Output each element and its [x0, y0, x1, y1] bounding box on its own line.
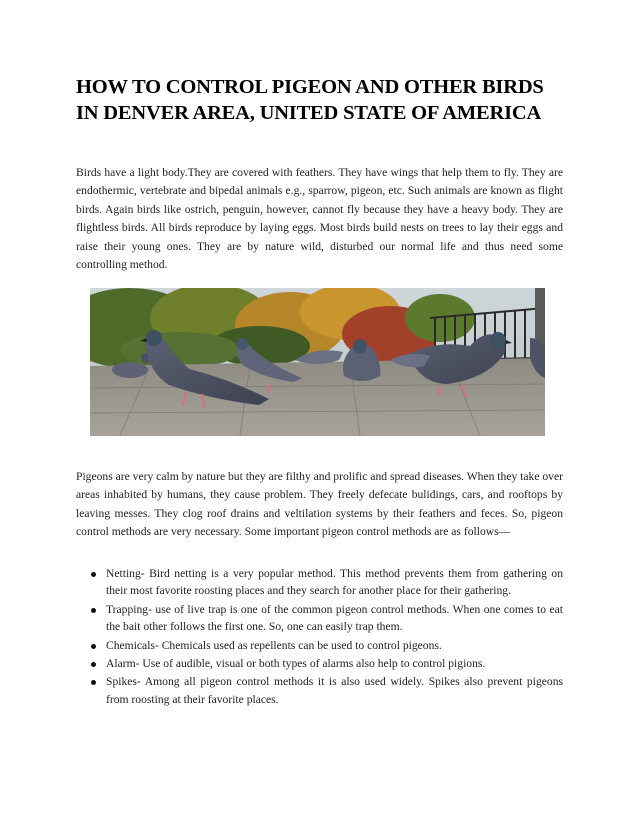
intro-paragraph: Birds have a light body.They are covered with feathers. They have wings that help them to fly. They are endothermic, vertebrate and bipedal animals e.g., sparrow, pigeon, etc. Such animals are known as flight birds. Again birds like ostrich, penguin, however, cannot fly because they have a heavy body. They are flightless birds. All birds reproduce by laying eggs. Most birds build nests on trees to lay their eggs and raise their young ones. They are by nature wild, disturbed our normal life and thus need some controlling method. — [76, 166, 563, 272]
list-item — [76, 637, 563, 654]
bullet-icon — [91, 680, 96, 685]
list-item-text: Chemicals- Chemicals used as repellents can be used to control pigeons. — [106, 638, 442, 652]
second-paragraph: Pigeons are very calm by nature but they are filthy and prolific and spread diseases. When they take over areas inhabited by humans, they cause problem. They freely defecate bulidings, cars, and rooftops by leaving messes. They clog roof drains and veltilation systems by their feathers and feces. So, pigeon control methods are very necessary. Some important pigeon control methods are as follows— — [76, 470, 563, 539]
list-item — [76, 565, 563, 600]
bullet-icon — [91, 662, 96, 667]
list-item-text: Netting- Bird netting is a very popular method. This method prevents them from gathering on their most favorite roosting places and they search for another place for their gathering. — [106, 567, 563, 598]
list-item-text: Alarm- Use of audible, visual or both types of alarms also help to control pigions. — [106, 657, 486, 671]
list-item — [76, 601, 563, 636]
list-item-text: Trapping- use of live trap is one of the common pigeon control methods. When one comes to eat the bait other follows the first one. So, one can easily trap them. — [106, 602, 563, 634]
list-item-text: Spikes- Among all pigeon control methods it is also used widely. Spikes also prevent pigeons from roosting at their favorite places. — [106, 675, 563, 706]
bullet-icon — [91, 608, 96, 613]
list-item — [76, 673, 563, 708]
pigeons-photo-illustration — [90, 288, 545, 436]
bullet-icon — [91, 644, 96, 649]
page-title: HOW TO CONTROL PIGEON AND OTHER BIRDS IN DENVER AREA, UNITED STATE OF AMERICA — [76, 76, 544, 124]
control-methods-list — [76, 565, 563, 709]
list-item — [76, 655, 563, 672]
pigeons-photo — [90, 288, 545, 436]
bullet-icon — [91, 572, 96, 577]
